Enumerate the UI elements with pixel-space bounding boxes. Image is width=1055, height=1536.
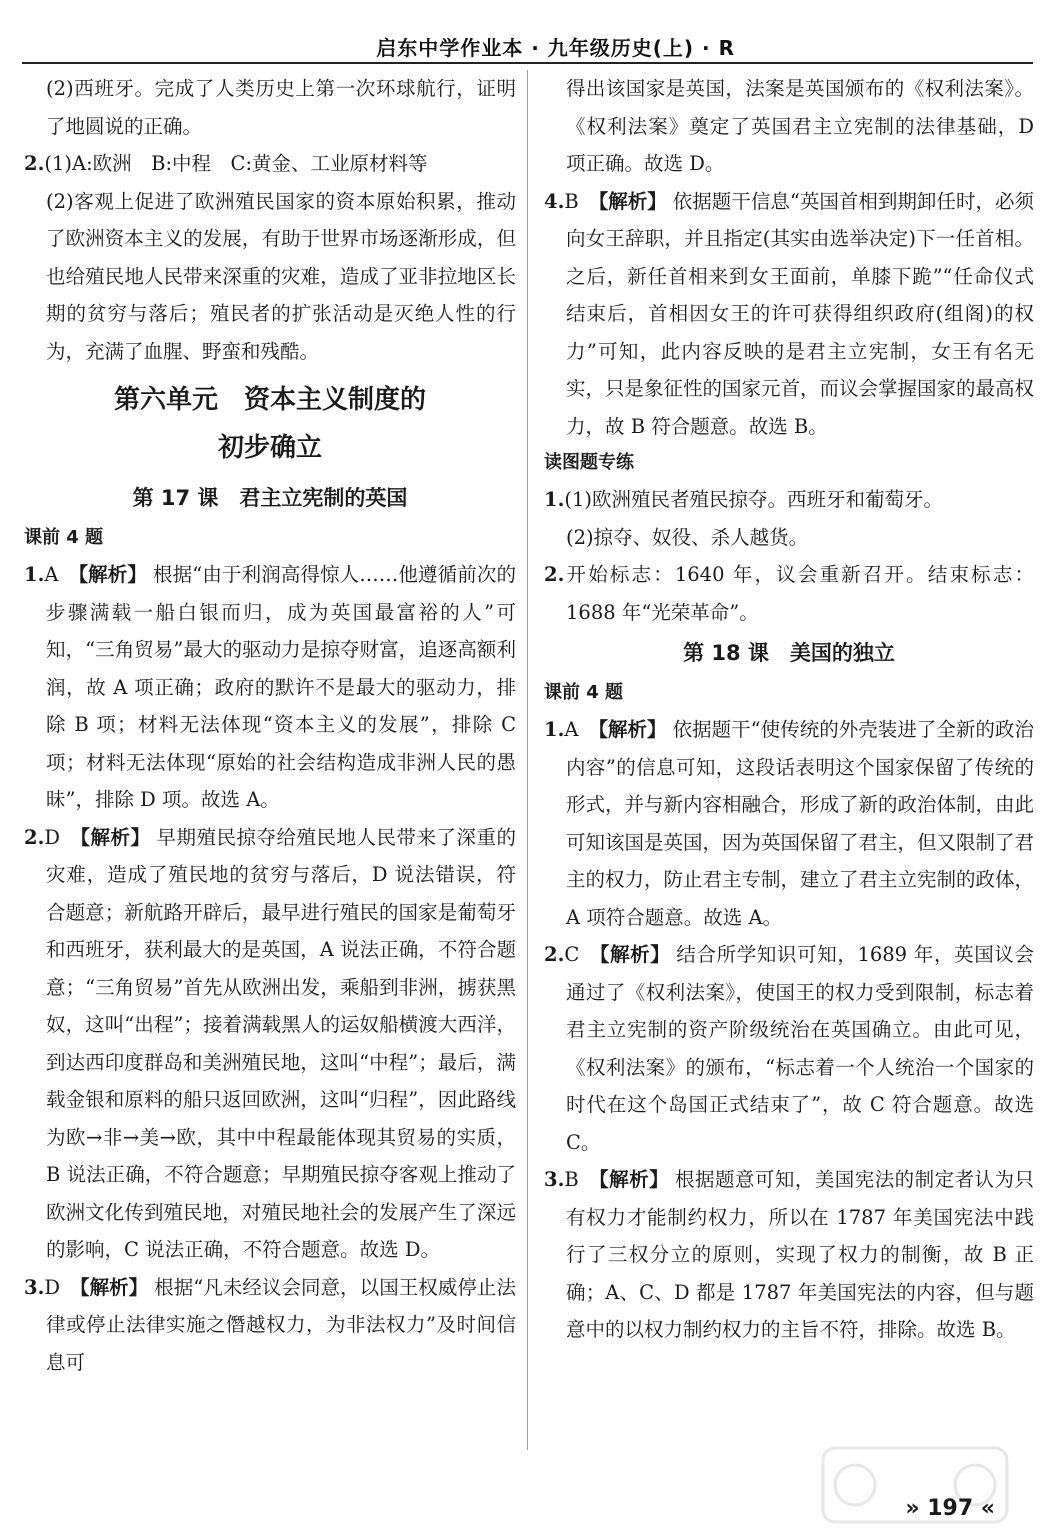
answer-paragraph: (2)西班牙。完成了人类历史上第一次环球航行，证明了地圆说的正确。 [46,77,516,138]
section-heading: 课前 4 题 [544,682,624,703]
item-number: 3. [24,1275,45,1299]
answer-text: 依据题干“使传统的外壳装进了全新的政治内容”的信息可知，这段话表明这个国家保留了传统的形式，并与新内容相融合，形成了新的政治体制，由此可知该国是英国，因为英国保留了君主，但又限制了君主的权力，防止君主专制，建立了君主立宪制的政体，A 项符合题意。故选 A。 [566,718,1035,929]
item-number: 4. [544,189,565,213]
answer-paragraph: (2)客观上促进了欧洲殖民国家的资本原始积累，推动了欧洲资本主义的发展，有助于世界市场逐渐形成，但也给殖民地人民带来深重的灾难，造成了亚非拉地区长期的贫穷与落后；殖民者的扩张活动是灭绝人性的行为，充满了血腥、野蛮和残酷。 [46,189,516,363]
answer-text: 结合所学知识可知，1689 年，英国议会通过了《权利法案》，使国王的权力受到限制，标志着君主立宪制的资产阶级统治在英国确立。由此可见，《权利法案》的颁布，“标志着一个人统治一个国家的时代在这个岛国正式结束了”，故 C 符合题意。故选 C。 [566,943,1034,1154]
answer-item [544,711,1034,936]
answer-text: 根据“由于利润高得惊人……他遵循前次的步骤满载一船白银而归，成为英国最富裕的人”可知，“三角贸易”最大的驱动力是掠夺财富，追逐高额利润，故 A 项正确；政府的默许不是最大的驱动力，排除 B 项；材料无法体现“资本主义的发展”，排除 C 项；材料无法体现“原始的社会结构造成非洲人民的愚昧”，排除 D 项。故选 A。 [46,563,516,811]
answer-item [544,481,1034,519]
item-number: 2. [544,943,565,966]
answer-item [544,1161,1034,1349]
answer-item [544,556,1034,631]
answer-text: 开始标志：1640 年，议会重新召开。结束标志：1688 年“光荣革命”。 [564,563,1034,624]
answer-text: (1)欧洲殖民者殖民掠夺。西班牙和葡萄牙。 [564,488,943,511]
answer-item [24,1269,516,1382]
unit-title-line: 初步确立 [217,433,322,463]
answer-choice: D [44,1275,60,1299]
column-divider [527,70,528,1450]
analysis-tag: 【解析】 [588,189,667,213]
answer-text: 早期殖民掠夺给殖民地人民带来了深重的灾难，造成了殖民地的贫穷与落后，D 说法错误，符合题意；新航路开辟后，最早进行殖民的国家是葡萄牙和西班牙，获利最大的是英国，A 说法正确，不符合题意；“三角贸易”首先从欧洲出发，乘船到非洲，掳获黑奴，这叫“出程”；接着满载黑人的运奴船横渡大西洋，到达西印度群岛和美洲殖民地，这叫“中程”；最后，满载金银和原料的船只返回欧洲，这叫“归程”，因此路线为欧→非→美→欧，其中中程最能体现其贸易的实质，B 说法正确，不符合题意；早期殖民掠夺客观上推动了欧洲文化传到殖民地，对殖民地社会的发展产生了深远的影响，C 说法正确，不符合题意。故选 D。 [46,825,516,1261]
analysis-tag: 【解析】 [588,1168,670,1191]
item-number: 2. [24,152,45,175]
section-heading: 读图题专练 [544,452,634,473]
section-heading: 课前 4 题 [24,527,104,548]
answer-text: 根据题意可知，美国宪法的制定者认为只有权力才能制约权力，所以在 1787 年美国宪法中践行了三权分立的原则，实现了权力的制衡，故 B 正确；A、C、D 都是 1787 年美国宪法的内容，但与题意中的以权力制约权力的主旨不符，排除。故选 B。 [566,1168,1034,1341]
analysis-tag: 【解析】 [68,563,148,586]
lesson-title: 第 17 课 君主立宪制的英国 [132,486,408,510]
answer-choice: D [44,825,60,849]
answer-paragraph: 得出该国家是英国，法案是英国颁布的《权利法案》。《权利法案》奠定了英国君主立宪制的法律基础，D 项正确。故选 D。 [566,77,1034,175]
item-number: 1. [544,488,565,511]
unit-title [24,376,516,472]
page-header [0,0,1055,66]
item-number: 1. [24,563,45,586]
analysis-tag: 【解析】 [589,943,671,966]
unit-title-line: 第六单元 资本主义制度的 [113,385,426,415]
answer-text: 根据“凡未经议会同意，以国王权威停止法律或停止法律实施之僭越权力，为非法权力”及时间信息可 [46,1275,516,1374]
page-number: » 197 « [905,1496,995,1521]
answer-text: 依据题干信息“英国首相到期卸任时，必须向女王辞职，并且指定(其实由选举决定)下一任首相。之后，新任首相来到女王面前，单膝下跪”“任命仪式结束后，首相因女王的许可获得组织政府(组阁)的权力”可知，此内容反映的是君主立宪制，女王有名无实，只是象征性的国家元首，而议会掌握国家的最高权力，故 B 符合题意。故选 B。 [566,189,1035,438]
answer-item [24,145,516,183]
left-column [24,70,516,1381]
answer-item [24,556,516,819]
analysis-tag: 【解析】 [70,825,151,849]
item-number: 3. [544,1168,565,1191]
header-title: 启东中学作业本 · 九年级历史(上) · R [376,36,735,60]
answer-choice: A [44,563,59,586]
answer-item [544,936,1034,1161]
answer-choice: C [564,943,580,966]
answer-paragraph: (2)掠夺、奴役、杀人越货。 [566,525,809,549]
analysis-tag: 【解析】 [588,718,667,741]
lesson-title: 第 18 课 美国的独立 [683,641,895,665]
analysis-tag: 【解析】 [70,1275,149,1299]
answer-choice: B [564,1168,579,1191]
answer-item [544,183,1034,446]
answer-text: (1)A:欧洲 B:中程 C:黄金、工业原材料等 [44,152,428,175]
item-number: 2. [24,825,45,849]
header-rule [22,62,1033,64]
right-column [544,70,1034,1349]
item-number: 1. [544,718,565,741]
answer-item [24,819,516,1269]
answer-choice: A [564,718,579,741]
item-number: 2. [544,563,565,586]
answer-choice: B [564,189,579,213]
